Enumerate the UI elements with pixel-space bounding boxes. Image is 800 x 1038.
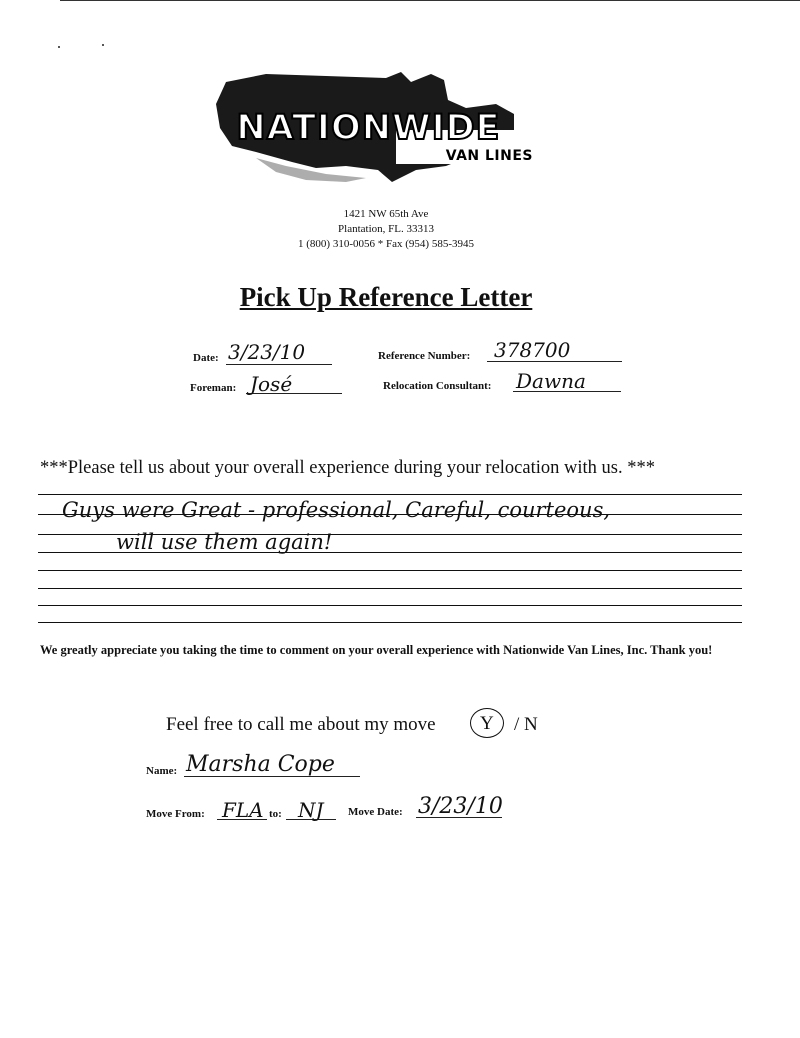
date-value: 3/23/10: [228, 340, 306, 364]
logo-wordmark: NATIONWIDE: [236, 108, 501, 148]
relocation-consultant-label: Relocation Consultant:: [383, 380, 492, 392]
comment-rule: [38, 494, 742, 495]
scan-speck: [58, 46, 60, 48]
experience-prompt: ***Please tell us about your overall experience during your relocation with us. ***: [40, 458, 655, 478]
move-from-label: Move From:: [146, 808, 205, 820]
comment-line-2: will use them again!: [116, 530, 333, 554]
date-line: [226, 364, 332, 365]
reference-number-value: 378700: [494, 338, 571, 362]
address-street: 1421 NW 65th Ave: [343, 208, 429, 220]
move-date-label: Move Date:: [348, 806, 403, 818]
appreciation-text: We greatly appreciate you taking the time to comment on your overall experience with Nationwide Van Lines, Inc. Thank you!: [40, 643, 713, 657]
relocation-consultant-value: Dawna: [516, 369, 586, 393]
date-label: Date:: [193, 352, 219, 364]
address-phone-fax: 1 (800) 310-0056 * Fax (954) 585-3945: [298, 238, 474, 250]
move-to-label: to:: [269, 808, 282, 820]
page-title: Pick Up Reference Letter: [239, 282, 533, 312]
name-label: Name:: [146, 765, 178, 777]
call-me-no: / N: [514, 714, 538, 735]
address-city: Plantation, FL. 33313: [338, 223, 434, 235]
comment-rule: [38, 570, 742, 571]
scan-speck: [102, 44, 104, 46]
comment-line-1: Guys were Great - professional, Careful, courteous,: [62, 498, 611, 522]
move-to-value: NJ: [298, 798, 324, 822]
move-from-value: FLA: [222, 798, 264, 822]
nationwide-logo: [196, 70, 541, 185]
call-me-text: Feel free to call me about my move: [166, 714, 436, 735]
name-value: Marsha Cope: [186, 752, 335, 777]
top-edge-line: [60, 0, 800, 1]
comment-rule: [38, 588, 742, 589]
foreman-label: Foreman:: [190, 382, 237, 394]
call-me-yes: Y: [480, 713, 494, 734]
reference-number-label: Reference Number:: [378, 350, 471, 362]
foreman-value: José: [250, 372, 293, 396]
comment-rule: [38, 622, 742, 623]
logo-subtitle: VAN LINES: [445, 148, 533, 164]
move-date-value: 3/23/10: [418, 794, 503, 819]
comment-rule: [38, 605, 742, 606]
